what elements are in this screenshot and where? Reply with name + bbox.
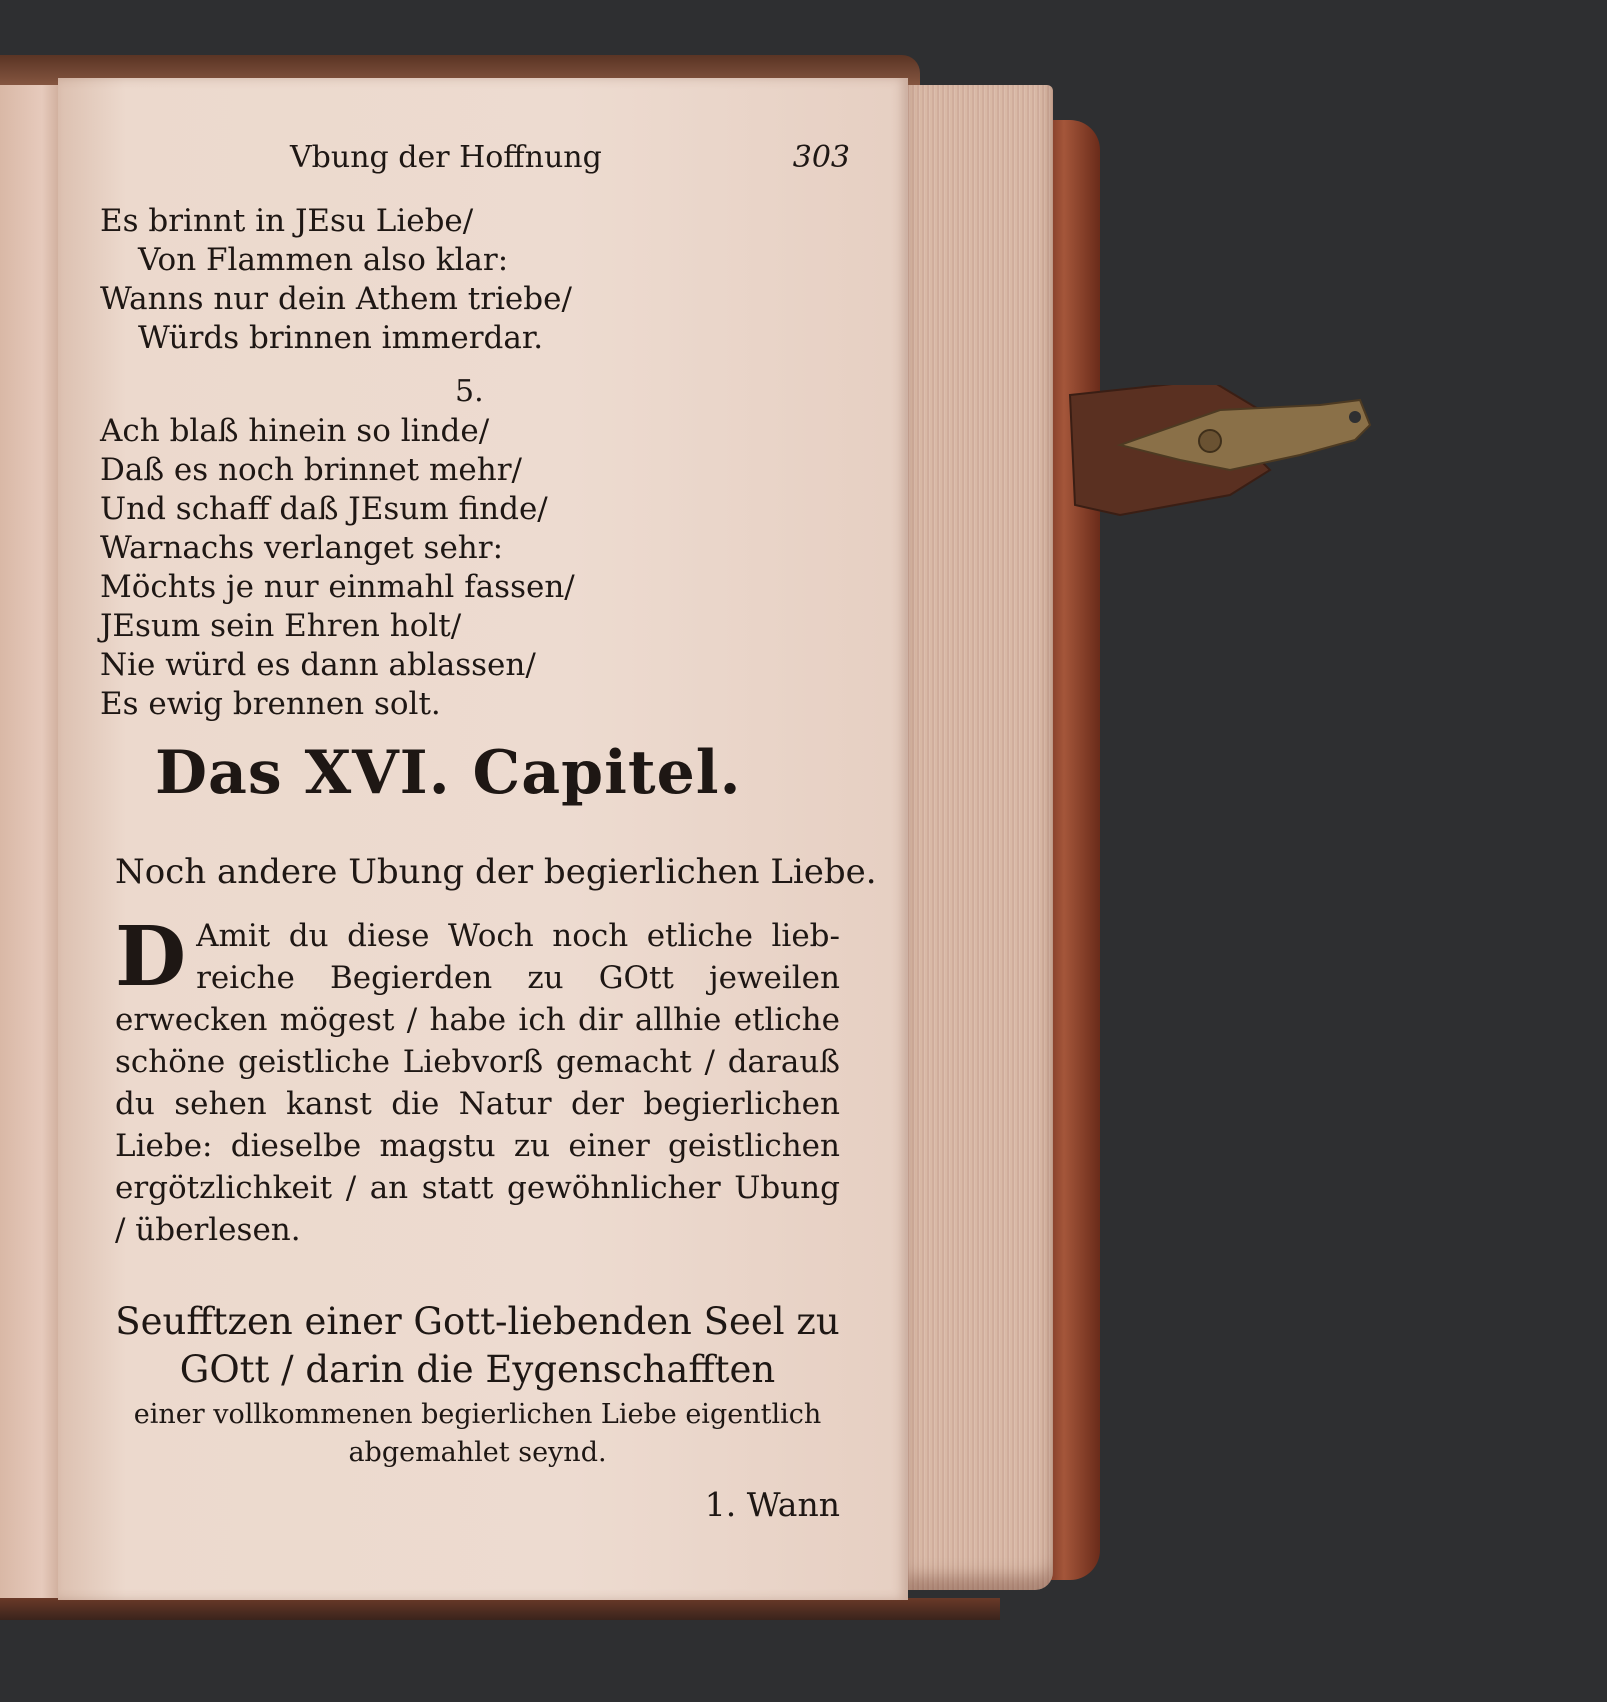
page-text-area (100, 140, 877, 1560)
left-page-edge (0, 85, 62, 1615)
verse-line: Wanns nur dein Athem triebe/ (100, 281, 572, 317)
verse-line: Daß es noch brinnet mehr/ (100, 452, 522, 488)
chapter-subtitle: Noch andere Ubung der begierlichen Liebe. (115, 852, 877, 892)
verse-line: Von Flammen also klar: (138, 242, 509, 278)
brass-clasp-icon (1060, 385, 1380, 535)
verse-block-2 (100, 412, 575, 724)
verse-line: Warnachs verlanget sehr: (100, 530, 504, 566)
running-head: Vbung der Hoffnung (290, 140, 602, 175)
verse-block-1 (100, 202, 572, 358)
section-heading: Seufftzen einer Gott-liebenden Seel zu GOtt / darin die Eygenschafften (115, 1300, 840, 1391)
body-paragraph (115, 909, 840, 1251)
verse-line: Ach blaß hinein so linde/ (100, 413, 490, 449)
verse-line: Würds brinnen immerdar. (138, 320, 544, 356)
catchword: 1. Wann (704, 1485, 840, 1524)
drop-cap: D (115, 909, 187, 1005)
book-cover-bottom (0, 1598, 1000, 1620)
body-text: Amit du diese Woch noch etliche lieb- reiche Begierden zu GOtt jeweilen erwecken mögest / habe ich dir allhie etliche schöne geistliche Liebvorß gemacht / darauß du sehen kanst die Natur der begierlichen Liebe: dieselbe magstu zu einer geistlichen ergötzlichkeit / an statt gewöhnlicher Ubung / überlesen. (115, 918, 840, 1248)
page-number: 303 (792, 140, 850, 175)
verse-line: Es ewig brennen solt. (100, 686, 441, 722)
page-block-edges (905, 85, 1053, 1590)
verse-line: Und schaff daß JEsum finde/ (100, 491, 548, 527)
section-subheading: einer vollkommenen begierlichen Liebe eigentlich abgemahlet seynd. (133, 1399, 822, 1468)
verse-line: JEsum sein Ehren holt/ (100, 608, 462, 644)
page-header (290, 140, 850, 184)
verse-line: Es brinnt in JEsu Liebe/ (100, 203, 474, 239)
verse-line: Nie würd es dann ablassen/ (100, 647, 536, 683)
stanza-number: 5. (455, 374, 484, 409)
verse-line: Möchts je nur einmahl fassen/ (100, 569, 575, 605)
chapter-title: Das XVI. Capitel. (155, 738, 742, 808)
